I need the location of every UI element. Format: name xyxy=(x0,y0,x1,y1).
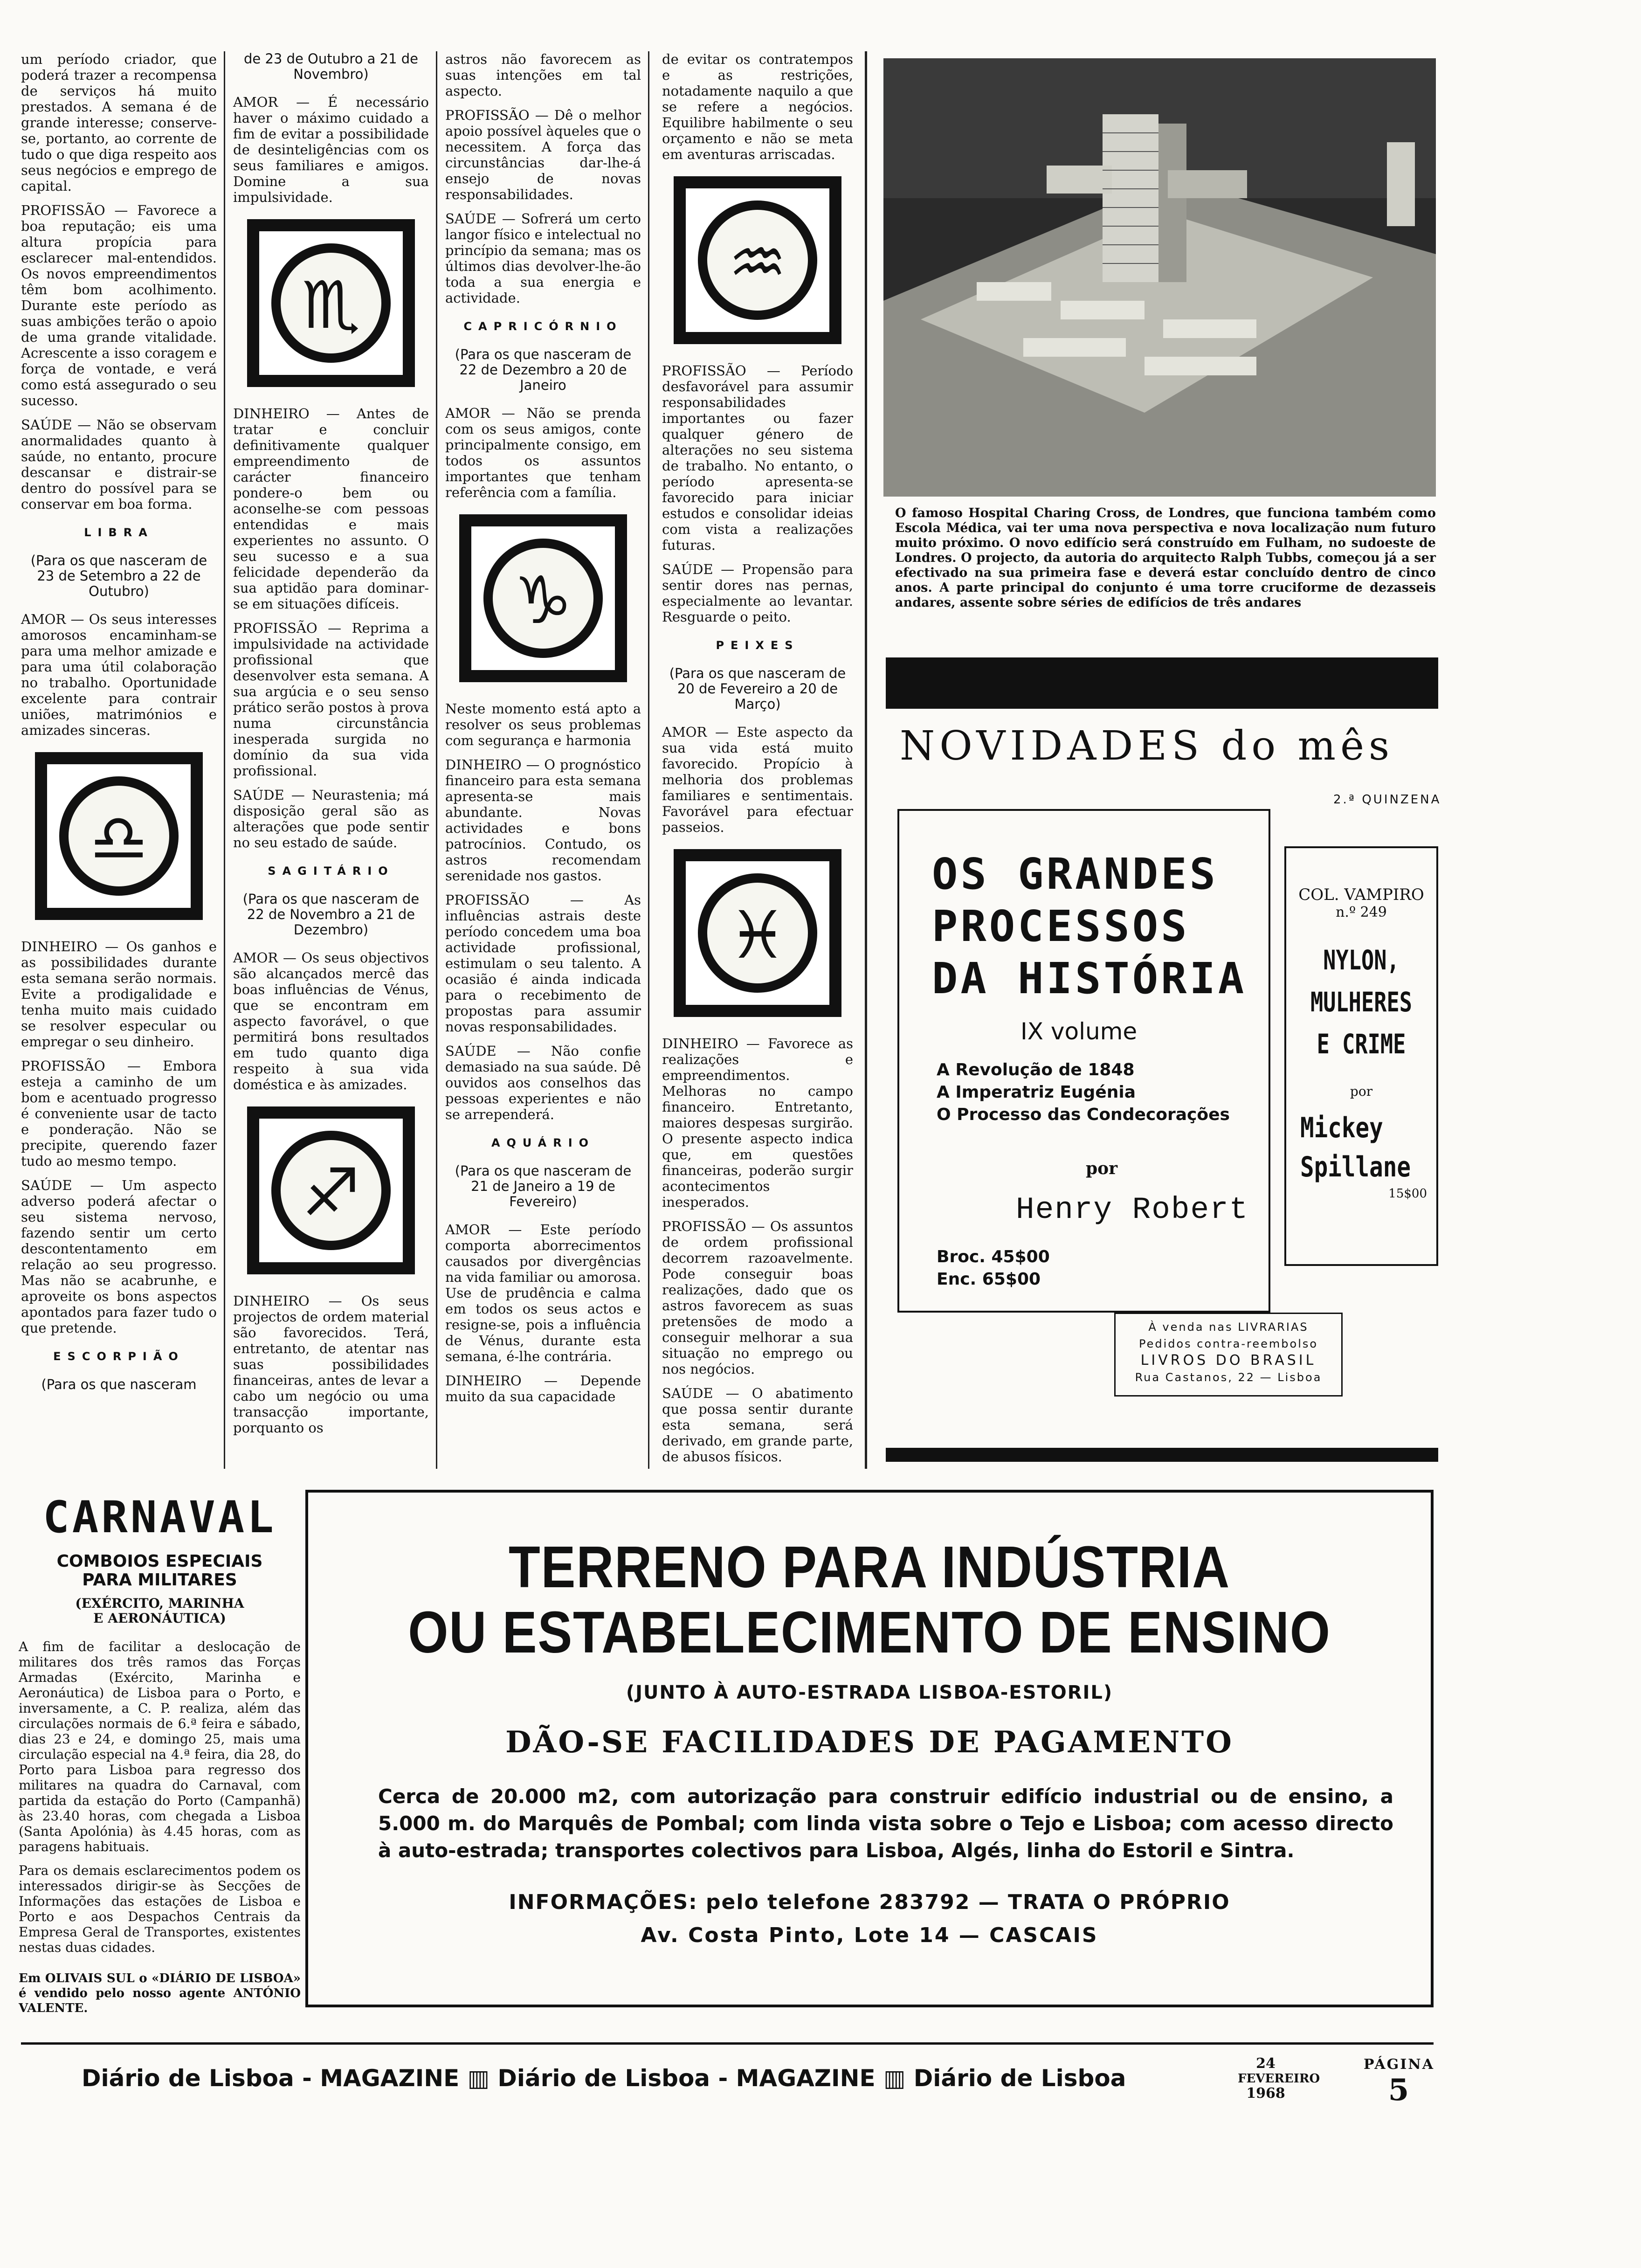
sign-name-capricornio: CAPRICÓRNIO xyxy=(463,320,623,333)
carnaval-title: CARNAVAL xyxy=(43,1492,276,1543)
column-divider xyxy=(865,51,867,1469)
hospital-model-photo xyxy=(883,58,1436,497)
sign-dates: (Para os que nasceram xyxy=(41,1376,197,1392)
sign-name-peixes: PEIXES xyxy=(716,639,800,652)
sale-line: Rua Castanos, 22 — Lisboa xyxy=(1135,1371,1322,1384)
book-title-line: MULHERES xyxy=(1310,986,1412,1018)
book-por: por xyxy=(1086,1159,1118,1178)
horoscope-text: AMOR — É necessário haver o máximo cuidado a fim de evitar a possibilidade de desinteligências com os seus familiares e amigos. Domine a sua impulsividade. xyxy=(233,94,429,205)
horoscope-text: DINHEIRO — Depende muito da sua capacidade xyxy=(445,1373,641,1404)
price-label: Enc. xyxy=(937,1270,977,1289)
carnaval-subtitle: (EXÉRCITO, MARINHA xyxy=(75,1596,244,1611)
carnaval-notice xyxy=(19,1492,301,2024)
horoscope-text: PROFISSÃO — Favorece a boa reputação; eis uma altura propícia para esclarecer mal-entendidos. Os novos empreendimentos têm bom acolhimento. Durante este período as suas ambições terão o apoio de uma grande vitalidade. Acrescente a isso coragem e força de vontade, e verá como está assegurado o seu sucesso. xyxy=(21,202,217,408)
carnaval-text: Para os demais esclarecimentos podem os interessados dirigir-se às Secções de Informações das estações de Lisboa e Porto e aos Despachos Centrais da Empresa Geral de Transportes, existentes nestas duas cidades. xyxy=(19,1863,301,1955)
ad-headline: TERRENO PARA INDÚSTRIA xyxy=(509,1534,1230,1600)
sale-line: LIVROS DO BRASIL xyxy=(1140,1352,1317,1369)
collection-label: COL. VAMPIRO xyxy=(1298,885,1424,904)
book-item: A Imperatriz Eugénia xyxy=(937,1083,1136,1102)
aquarius-zodiac-icon: ♒ xyxy=(674,176,841,344)
novidades-title: NOVIDADES do mês xyxy=(900,723,1394,769)
horoscope-text: PROFISSÃO — Dê o melhor apoio possível àqueles que o necessitem. A força das circunstâncias dar-lhe-á ensejo de novas responsabilidades. xyxy=(445,107,641,202)
horoscope-column-4 xyxy=(662,51,853,1465)
carnaval-subtitle: E AERONÁUTICA) xyxy=(93,1611,226,1626)
column-divider xyxy=(648,51,649,1469)
sign-name-escorpiao: ESCORPIÃO xyxy=(53,1350,185,1363)
terreno-advertisement xyxy=(305,1490,1434,2007)
horoscope-text: AMOR — Os seus objectivos são alcançados mercê das boas influências de Vénus, que se encontram em aspecto favorável, o que permitirá bons resultados em tudo quanto diga respeito à sua vida doméstica e às amizades. xyxy=(233,950,429,1093)
ad-payment: DÃO-SE FACILIDADES DE PAGAMENTO xyxy=(505,1725,1234,1760)
book-ad-processos xyxy=(897,809,1270,1313)
book-author: Mickey xyxy=(1300,1112,1383,1144)
page-label: PÁGINA xyxy=(1364,2056,1435,2073)
black-rule xyxy=(886,1448,1438,1462)
black-banner xyxy=(886,657,1438,709)
page-number: 5 xyxy=(1388,2073,1409,2108)
book-author: Spillane xyxy=(1300,1151,1411,1183)
carnaval-subtitle: COMBOIOS ESPECIAIS xyxy=(56,1552,263,1571)
horoscope-text: PROFISSÃO — Os assuntos de ordem profissional decorrem razoavelmente. Pode conseguir boas realizações, dado que os astros favorecem as suas pretensões de modo a conseguir melhorar a sua situação no emprego ou nos negócios. xyxy=(662,1218,853,1377)
horoscope-text: AMOR — Não se prenda com os seus amigos, conte principalmente consigo, em todos os assuntos importantes que tenham referência com a família. xyxy=(445,405,641,500)
quinzena-label: 2.ª QUINZENA xyxy=(1333,793,1441,807)
page-footer xyxy=(21,2056,1434,2122)
horoscope-text: astros não favorecem as suas intenções em tal aspecto. xyxy=(445,51,641,99)
ad-subtitle: (JUNTO À AUTO-ESTRADA LISBOA-ESTORIL) xyxy=(626,1682,1113,1703)
sign-dates: (Para os que nasceram de 23 de Setembro a 22 de Outubro) xyxy=(30,553,207,599)
ad-address: Av. Costa Pinto, Lote 14 — CASCAIS xyxy=(641,1923,1098,1947)
carnaval-subtitle: PARA MILITARES xyxy=(82,1570,237,1590)
sign-dates: (Para os que nasceram de 22 de Novembro a 21 de Dezembro) xyxy=(242,891,420,938)
horoscope-column-2 xyxy=(233,51,429,1450)
sign-dates: (Para os que nasceram de 20 de Fevereiro a 20 de Março) xyxy=(669,665,846,712)
horoscope-text: Neste momento está apto a resolver os seus problemas com segurança e harmonia xyxy=(445,701,641,748)
sale-line: Pedidos contra-reembolso xyxy=(1138,1337,1318,1350)
footer-day: 24 xyxy=(1256,2055,1276,2072)
scorpio-zodiac-icon: ♏ xyxy=(247,219,415,387)
horoscope-text: SAÚDE — O abatimento que possa sentir durante esta semana, será derivado, em grande parte, de abusos físicos. xyxy=(662,1385,853,1465)
sign-dates: (Para os que nasceram de 22 de Dezembro a 20 de Janeiro xyxy=(455,346,632,393)
hospital-model-illustration xyxy=(883,58,1436,497)
book-item: O Processo das Condecorações xyxy=(937,1105,1230,1124)
sign-dates: (Para os que nasceram de 21 de Janeiro a 19 de Fevereiro) xyxy=(455,1163,632,1210)
horoscope-text: AMOR — Este período comporta aborrecimentos causados por divergências na vida familiar ou amorosa. Use de prudência e calma em todos os seus actos e resigne-se, pois a influência de Vénus, durante esta semana, é-lhe contrária. xyxy=(445,1222,641,1364)
libra-zodiac-icon: ♎ xyxy=(35,752,203,920)
horoscope-text: PROFISSÃO — Reprima a impulsividade na actividade profissional que desenvolver esta semana. A sua argúcia e o seu senso prático serão postos à prova numa circunstância inesperada surgida no domínio da sua vida profissional. xyxy=(233,620,429,779)
footer-month: FEVEREIRO xyxy=(1238,2072,1320,2086)
price-label: Broc. xyxy=(937,1247,986,1266)
horoscope-text: SAÚDE — Propensão para sentir dores nas pernas, especialmente ao levantar. Resguarde o peito. xyxy=(662,561,853,625)
horoscope-text: SAÚDE — Um aspecto adverso poderá afectar o seu sistema nervoso, fazendo sentir um certo descontentamento em relação ao seu progresso. Mas não se acabrunhe, e aproveite os bons aspectos apontados para fazer tudo o que pretende. xyxy=(21,1177,217,1336)
horoscope-text: PROFISSÃO — As influências astrais deste período concedem uma boa actividade profissional, estimulam o seu talento. A ocasião é ainda indicada para o recebimento de propostas para assumir novas responsabilidades. xyxy=(445,892,641,1035)
horoscope-text: DINHEIRO — Os seus projectos de ordem material são favorecidos. Terá, entretanto, de atentar nas suas possibilidades financeiras, antes de levar a cabo um negócio ou uma transacção importante, porquanto os xyxy=(233,1293,429,1436)
sale-info-box xyxy=(1114,1313,1343,1397)
horoscope-text: DINHEIRO — Os ganhos e as possibilidades durante esta semana serão normais. Evite a prodigalidade e tenha muito mais cuidado se resolver especular ou empregar o seu dinheiro. xyxy=(21,939,217,1050)
horoscope-column-1 xyxy=(21,51,217,1450)
book-title-line: OS GRANDES xyxy=(932,849,1218,899)
horoscope-text: AMOR — Este aspecto da sua vida está muito favorecido. Propício à melhoria dos problemas familiares e sentimentais. Favorável para efectuar passeios. xyxy=(662,724,853,835)
capricorn-zodiac-icon: ♑ xyxy=(459,514,627,682)
horoscope-column-3 xyxy=(445,51,641,1450)
horoscope-text: PROFISSÃO — Embora esteja a caminho de um bom e acentuado progresso é conveniente usar de tacto e ponderação. Não se precipite, querendo fazer tudo ao mesmo tempo. xyxy=(21,1058,217,1169)
horoscope-text: um período criador, que poderá trazer a recompensa de serviços há muito prestados. A semana é de grande interesse; conserve-se, portanto, ao corrente de tudo o que diga respeito aos seus negócios e emprego de capital. xyxy=(21,51,217,194)
column-divider xyxy=(436,51,437,1469)
sagittarius-zodiac-icon: ♐ xyxy=(247,1106,415,1274)
sale-line: À venda nas LIVRARIAS xyxy=(1148,1321,1309,1334)
price-value: 65$00 xyxy=(982,1270,1041,1289)
ad-body: Cerca de 20.000 m2, com autorização para construir edifício industrial ou de ensino, a 5.000 m. do Marquês de Pombal; com linda vista sobre o Tejo e Lisboa; com acesso directo à auto-estrada; transportes colectivos para Lisboa, Algés, linha do Estoril e Sintra. xyxy=(378,1785,1393,1862)
price-value: 45$00 xyxy=(991,1247,1050,1266)
book-title-line: NYLON, xyxy=(1323,944,1400,976)
book-title-line: PROCESSOS xyxy=(932,901,1190,951)
ad-headline: OU ESTABELECIMENTO DE ENSINO xyxy=(408,1599,1331,1665)
footer-rule xyxy=(21,2042,1434,2045)
horoscope-text: SAÚDE — Não confie demasiado na sua saúde. Dê ouvidos aos conselhos das pessoas experientes e não se arrependerá. xyxy=(445,1043,641,1122)
column-divider xyxy=(224,51,225,1469)
sign-name-sagitario: SAGITÁRIO xyxy=(268,864,394,878)
sign-dates: de 23 de Outubro a 21 de Novembro) xyxy=(243,51,419,82)
book-ad-nylon xyxy=(1284,846,1438,1266)
horoscope-text: de evitar os contratempos e as restrições, notadamente naquilo a que se refere a negócios. Equilibre habilmente o seu orçamento e não se meta em aventuras arriscadas. xyxy=(662,51,853,162)
pisces-zodiac-icon: ♓ xyxy=(674,849,841,1017)
horoscope-text: PROFISSÃO — Período desfavorável para assumir responsabilidades importantes ou fazer qualquer género de alterações no seu sistema de trabalho. No entanto, o período apresenta-se favorecido para iniciar estudos e consolidar ideias com vista a realizações futuras. xyxy=(662,363,853,553)
horoscope-text: SAÚDE — Sofrerá um certo langor físico e intelectual no princípio da semana; mas os últimos dias devolver-lhe-ão toda a sua energia e actividade. xyxy=(445,211,641,306)
book-title-line: DA HISTÓRIA xyxy=(932,954,1247,1003)
book-author: Henry Robert xyxy=(1016,1192,1249,1227)
ad-info: INFORMAÇÕES: pelo telefone 283792 — TRATA O PRÓPRIO xyxy=(509,1890,1230,1914)
horoscope-text: DINHEIRO — Antes de tratar e concluir definitivamente qualquer empreendimento de carácter financeiro pondere-o bem ou aconselhe-se com pessoas entendidas e mais experientes no assunto. O seu sucesso e a sua felicidade dependerão da sua aptidão para dominar-se em situações difíceis. xyxy=(233,406,429,612)
horoscope-text: AMOR — Os seus interesses amorosos encaminham-se para uma melhor amizade e para uma útil colaboração no trabalho. Oportunidade excelente para contrair uniões, matrimónios e amizades sinceras. xyxy=(21,611,217,738)
book-title-line: E CRIME xyxy=(1317,1028,1406,1060)
horoscope-text: DINHEIRO — O prognóstico financeiro para esta semana apresenta-se mais abundante. Novas actividades e bons patrocínios. Contudo, os astros recomendam serenidade nos gastos. xyxy=(445,757,641,884)
masthead-strip: Diário de Lisboa - MAGAZINE ▥ Diário de Lisboa - MAGAZINE ▥ Diário de Lisboa xyxy=(82,2065,1126,2092)
horoscope-text: SAÚDE — Neurastenia; má disposição geral são as alterações que pode sentir no seu estado de saúde. xyxy=(233,787,429,850)
sign-name-libra: LIBRA xyxy=(84,526,154,539)
carnaval-text: A fim de facilitar a deslocação de militares dos três ramos das Forças Armadas (Exército, Marinha e Aeronáutica) de Lisboa para o Porto, e inversamente, a C. P. realiza, além das circulações normais de 6.ª feira e sábado, dias 23 e 24, e domingo 25, mais uma circulação especial na 4.ª feira, dia 28, do Porto para Lisboa para regresso dos militares na quadra do Carnaval, com partida da estação do Porto (Campanhã) às 23.40 horas, com chegada a Lisboa (Santa Apolónia) às 4.45 horas, com as paragens habituais. xyxy=(19,1639,301,1854)
horoscope-text: SAÚDE — Não se observam anormalidades quanto à saúde, no entanto, procure descansar e distrair-se dentro do possível para se conservar em boa forma. xyxy=(21,417,217,512)
price-value: 15$00 xyxy=(1388,1187,1427,1201)
book-volume: IX volume xyxy=(1020,1018,1138,1045)
horoscope-text: DINHEIRO — Favorece as realizações e empreendimentos. Melhoras no campo financeiro. Entretanto, maiores despesas surgirão. O presente aspecto indica que, em questões financeiras, poderão surgir acontecimentos inesperados. xyxy=(662,1036,853,1210)
photo-caption: O famoso Hospital Charing Cross, de Londres, que funciona também como Escola Médica, vai ter uma nova perspectiva e nova localização num futuro muito próximo. O novo edifício será construído em Fulham, no sudoeste de Londres. O projecto, da autoria do arquitecto Ralph Tubbs, começou já a ser efectivado na sua primeira fase e deverá estar concluído dentro de cinco anos. A parte principal do conjunto é uma torre cruciforme de dezasseis andares, assente sobre séries de edifícios de três andares xyxy=(895,506,1436,610)
book-item: A Revolução de 1848 xyxy=(937,1060,1135,1079)
footer-year: 1968 xyxy=(1246,2085,1285,2102)
sign-name-aquario: AQUÁRIO xyxy=(491,1136,595,1149)
distribution-note: Em OLIVAIS SUL o «DIÁRIO DE LISBOA» é vendido pelo nosso agente ANTÓNIO VALENTE. xyxy=(19,1971,301,2015)
book-por: por xyxy=(1350,1084,1373,1099)
collection-number: n.º 249 xyxy=(1336,904,1387,920)
